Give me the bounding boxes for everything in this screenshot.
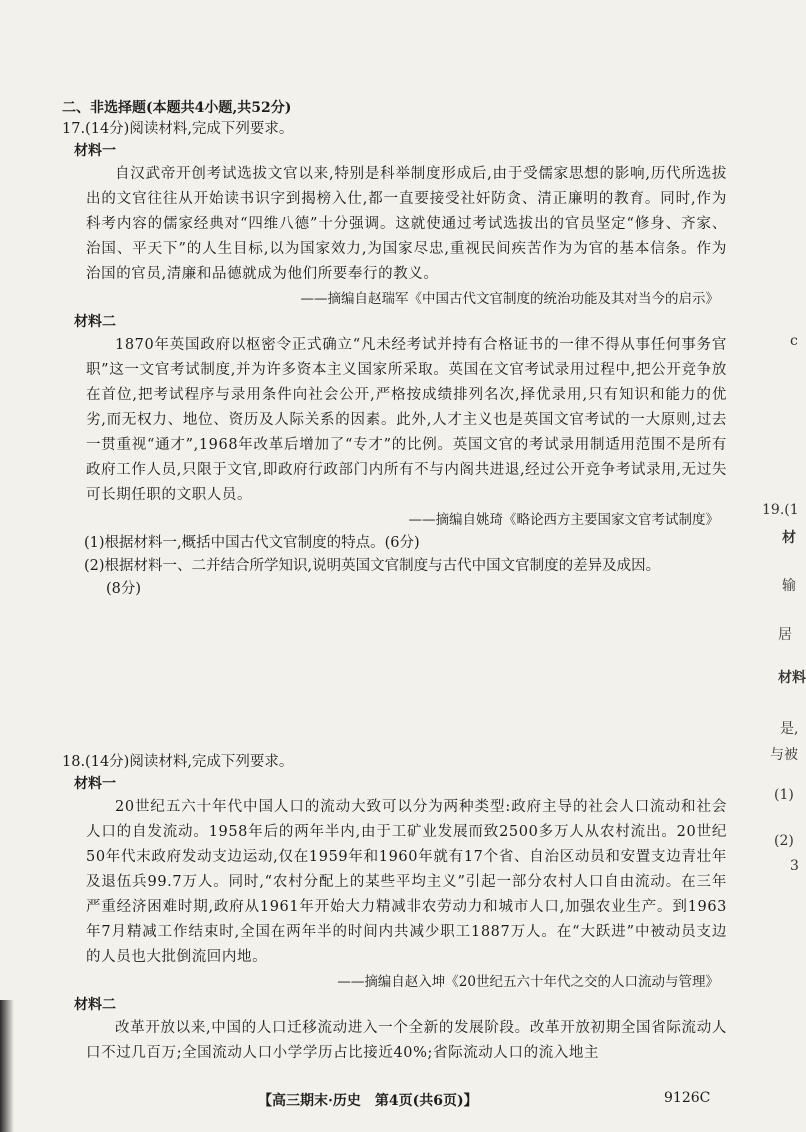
edge-fragment: 3 bbox=[790, 858, 799, 874]
q18-material-2-label: 材料二 bbox=[74, 997, 116, 1013]
question-17-heading: 17.(14分)阅读材料,完成下列要求。 bbox=[62, 121, 294, 137]
q17-material-1-text: 自汉武帝开创考试选拔文官以来,特别是科举制度形成后,由于受儒家思想的影响,历代所选拔出的文官往往从开始读书识字到揭榜入仕,都一直要接受社奸防贪、清正廉明的教育。同时,作为科考内容的儒家经典对“四维八德”十分强调。这就使通过考试选拔出的官员坚定“修身、齐家、治国、平天下”的人生目标,以为国家效力,为国家尽忠,重视民间疾苦作为为官的基本信条。作为治国的官员,清廉和品德就成为他们所要奉行的教义。 bbox=[86, 166, 727, 282]
question-18 bbox=[62, 751, 727, 1066]
q18-material-1-label: 材料一 bbox=[74, 776, 116, 792]
edge-fragment: (1) bbox=[774, 787, 794, 803]
edge-fragment: (2) bbox=[774, 833, 794, 849]
q18-material-1-source: ——摘编自赵入坤《20世纪五六十年代之交的人口流动与管理》 bbox=[337, 974, 719, 990]
q17-requirement-2: (2)根据材料一、二并结合所学知识,说明英国文官制度与古代中国文官制度的差异及成因。 bbox=[84, 558, 661, 574]
edge-fragment: 材 bbox=[782, 530, 796, 546]
edge-fragment: 输 bbox=[782, 578, 796, 594]
main-column bbox=[62, 98, 727, 1066]
q18-material-1-text: 20世纪五六十年代中国人口的流动大致可以分为两种类型:政府主导的社会人口流动和社会人口的自发流动。1958年后的两年半内,由于工矿业发展而致2500多万人从农村流出。20世纪50年代末政府发动支边运动,仅在1959年和1960年就有17个省、自治区动员和安置支边青壮年及退伍兵99.7万人。同时,“农村分配上的某些平均主义”引起一部分农村人口自由流动。在三年严重经济困难时期,政府从1961年开始大力精减非农劳动力和城市人口,加强农业生产。到1963年7月精减工作结束时,全国在两年半的时间内共减少职工1887万人。在“大跃进”中被动员支边的人员也大批倒流回内地。 bbox=[86, 799, 727, 965]
answer-space bbox=[62, 601, 727, 751]
q17-requirement-1: (1)根据材料一,概括中国古代文官制度的特点。(6分) bbox=[84, 535, 420, 551]
edge-fragment: 是, bbox=[780, 721, 799, 737]
edge-fragment: 材料 bbox=[778, 670, 806, 686]
q18-material-2-text: 改革开放以来,中国的人口迁移流动进入一个全新的发展阶段。改革开放初期全国省际流动人口不过几百万;全国流动人口小学学历占比接近40%;省际流动人口的流入地主 bbox=[86, 1020, 727, 1061]
question-18-heading: 18.(14分)阅读材料,完成下列要求。 bbox=[62, 754, 294, 770]
edge-fragment: 居 bbox=[778, 627, 792, 643]
q17-material-2-text: 1870年英国政府以枢密令正式确立“凡未经考试并持有合格证书的一律不得从事任何事务官职”这一文官考试制度,并为许多资本主义国家所采取。英国在文官考试录用过程中,把公开竞争放在首位,把考试程序与录用条件向社会公开,严格按成绩排列名次,择优录用,只有知识和能力的优劣,而无权力、地位、资历及人际关系的因素。此外,人才主义也是英国文官考试的一大原则,过去一贯重视“通才”,1968年改革后增加了“专才”的比例。英国文官的考试录用制适用范围不是所有政府工作人员,只限于文官,即政府行政部门内所有不与内阁共进退,经过公开竞争考试录用,无过失可长期任职的文职人员。 bbox=[86, 337, 727, 503]
q17-requirement-2-score: (8分) bbox=[106, 581, 142, 597]
edge-fragment: c bbox=[790, 333, 798, 349]
q17-material-2-label: 材料二 bbox=[74, 314, 116, 330]
edge-fragment: 19.(1 bbox=[762, 502, 799, 518]
q17-material-1-source: ——摘编自赵瑞军《中国古代文官制度的统治功能及其对当今的启示》 bbox=[300, 291, 719, 307]
q17-material-2-source: ——摘编自姚琦《略论西方主要国家文官考试制度》 bbox=[408, 512, 719, 528]
scan-shadow bbox=[0, 1000, 14, 1132]
footer-page-info: 【高三期末·历史 第4页(共6页)】 bbox=[258, 1093, 478, 1109]
question-17 bbox=[62, 118, 727, 601]
section-title: 二、非选择题(本题共4小题,共52分) bbox=[62, 100, 292, 116]
footer-code: 9126C bbox=[664, 1090, 711, 1106]
page-footer bbox=[0, 1090, 800, 1112]
q17-material-1-label: 材料一 bbox=[74, 143, 116, 159]
edge-fragment: 与被 bbox=[770, 747, 798, 763]
